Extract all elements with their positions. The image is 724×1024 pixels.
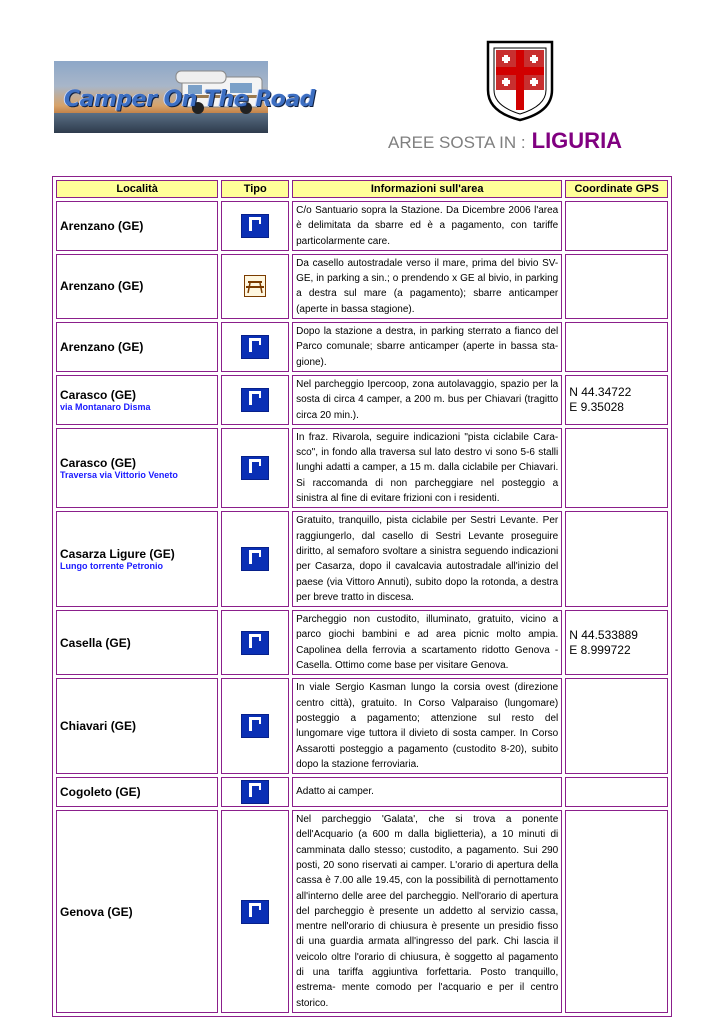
- table-row: [56, 201, 668, 251]
- info-line: (aperte in bassa stagione).: [296, 303, 415, 315]
- info-line: diritto, al semaforo svoltare a sinistra seguendo indicazioni: [296, 545, 559, 557]
- localita-name: Genova (GE): [60, 904, 133, 919]
- gps-cell: [565, 678, 668, 774]
- info-line: Nel parcheggio Ipercoop, zona autolavaggio, spazio per la: [296, 378, 559, 390]
- picnic-icon: [244, 275, 266, 297]
- info-line: mente comodo per l'acquario e per il centro storico.: [296, 982, 559, 1009]
- info-line: veicolo oltre l'orario di chiusura, è soggetto al pagamento di: [296, 951, 559, 979]
- info-line: centro città), gratuito. In Corso Valparaiso (lungomare): [296, 697, 559, 709]
- column-header-info: Informazioni sull'area: [292, 180, 562, 198]
- table-row: [56, 322, 668, 372]
- info-cell: [292, 254, 562, 319]
- column-header-gps: Coordinate GPS: [565, 180, 668, 198]
- info-line: posteggio a pagamento; attenzione sul resto del lungomare: [296, 712, 559, 740]
- info-cell: [292, 678, 562, 774]
- gps-cell: [565, 511, 668, 607]
- table-row: [56, 777, 668, 807]
- localita-cell: [56, 810, 218, 1013]
- parking-icon: [241, 714, 269, 738]
- info-line: Adatto ai camper.: [296, 786, 374, 798]
- info-line: Nel parcheggio 'Galata', che si trova a ponente: [296, 814, 559, 826]
- localita-name: Arenzano (GE): [60, 340, 144, 355]
- tipo-cell: [221, 678, 289, 774]
- info-line: stazione ferroviaria.: [331, 758, 419, 770]
- info-line: mentre nell'orario di chiusura è presente un presidio fisso: [296, 921, 559, 933]
- tipo-cell: [221, 428, 289, 508]
- localita-name: Carasco (GE): [60, 387, 137, 402]
- localita-address: Traversa via Vittorio Veneto: [60, 470, 178, 481]
- gps-cell: [565, 428, 668, 508]
- info-line: è delimitata da sbarre ed è a pagamento, con tariffe: [296, 220, 559, 232]
- localita-cell: [56, 777, 218, 807]
- info-line: Gratuito, tranquillo, pista ciclabile per Sestri Levante. Per: [296, 515, 559, 527]
- localita-name: Carasco (GE): [60, 456, 137, 471]
- table-row: [56, 254, 668, 319]
- info-line: posti, 20 sono riservati ai camper. L'orario di apertura della: [296, 859, 559, 871]
- localita-cell: [56, 375, 218, 425]
- localita-cell: [56, 678, 218, 774]
- tipo-cell: [221, 201, 289, 251]
- gps-longitude: E 8.999722: [569, 642, 631, 657]
- info-line: parco giochi bambini e ad area picnic molto ampia.: [296, 629, 559, 641]
- table-row: [56, 375, 668, 425]
- localita-name: Arenzano (GE): [60, 279, 144, 294]
- gps-latitude: N 44.533889: [569, 627, 638, 642]
- info-line: Si raccomanda di non parcheggiare nel posteggio a sinistra: [296, 477, 559, 505]
- gps-cell: [565, 201, 668, 251]
- info-cell: [292, 777, 562, 807]
- localita-name: Cogoleto (GE): [60, 785, 141, 800]
- localita-cell: [56, 610, 218, 675]
- localita-cell: [56, 254, 218, 319]
- info-line: Casella. Ottimo come base per visitare Genova.: [296, 660, 509, 672]
- info-cell: [292, 375, 562, 425]
- gps-cell: [565, 254, 668, 319]
- localita-cell: [56, 322, 218, 372]
- areas-table: [52, 176, 672, 1017]
- info-line: Parcheggio non custodito, illuminato, gratuito, vicino a: [296, 614, 559, 626]
- info-line: camminata dallo stesso; custodito, a pagamento. Sui 290: [296, 844, 559, 856]
- parking-icon: [241, 900, 269, 924]
- parking-icon: [241, 631, 269, 655]
- info-line: al fine di evitare frizioni con i residenti.: [330, 493, 500, 505]
- gps-cell: [565, 375, 668, 425]
- gps-cell: [565, 777, 668, 807]
- parking-icon: [241, 547, 269, 571]
- tipo-cell: [221, 511, 289, 607]
- column-header-localita: Località: [56, 180, 218, 198]
- title-region: LIGURIA: [531, 128, 623, 153]
- parking-icon: [241, 456, 269, 480]
- info-line: GE, in parking a sin.; o prendendo x GE al bivio, in parking: [296, 273, 559, 285]
- info-cell: [292, 428, 562, 508]
- table-row: [56, 428, 668, 508]
- title-label: AREE SOSTA IN :: [388, 133, 526, 152]
- gps-cell: [565, 810, 668, 1013]
- gps-cell: [565, 322, 668, 372]
- info-line: del parcheggio è presente un addetto al servizio cassa,: [296, 905, 559, 917]
- column-header-tipo: Tipo: [221, 180, 289, 198]
- localita-cell: [56, 428, 218, 508]
- tipo-cell: [221, 810, 289, 1013]
- localita-name: Casarza Ligure (GE): [60, 547, 175, 562]
- info-line: per Casarza, dopo il cavalcavia autostradale all'inizio del: [296, 561, 559, 573]
- parking-icon: [241, 335, 269, 359]
- localita-cell: [56, 511, 218, 607]
- localita-name: Arenzano (GE): [60, 218, 144, 233]
- info-line: In viale Sergio Kasman lungo la corsia ovest (direzione: [296, 682, 559, 694]
- info-cell: [292, 610, 562, 675]
- page-title: [388, 128, 622, 154]
- info-line: per breve tratto in discesa.: [296, 591, 414, 603]
- info-cell: [292, 511, 562, 607]
- info-line: una tariffa aggiuntiva forfettaria. Posto tranquillo, estrema-: [296, 967, 559, 994]
- table-row: [56, 511, 668, 607]
- table-row: [56, 610, 668, 675]
- info-line: a destra sul mare (a pagamento); sbarre anticamper: [296, 288, 559, 300]
- info-line: Dopo la stazione a destra, in parking sterrato a fianco del: [296, 326, 559, 338]
- info-line: gione).: [296, 356, 327, 368]
- info-line: C/o Santuario sopra la Stazione. Da Dicembre 2006 l'area: [296, 205, 559, 216]
- info-line: sosta di circa 4 camper, a 200 m. bus per Chiavari (tragitto: [296, 394, 559, 406]
- tipo-cell: [221, 777, 289, 807]
- info-line: particolarmente care.: [296, 235, 391, 247]
- tipo-cell: [221, 322, 289, 372]
- info-line: cassa è 7.00 alle 19.45, con la possibilità di pernottamento: [296, 875, 559, 887]
- tipo-cell: [221, 375, 289, 425]
- localita-name: Casella (GE): [60, 635, 131, 650]
- table-row: [56, 810, 668, 1013]
- localita-name: Chiavari (GE): [60, 719, 137, 734]
- gps-latitude: N 44.34722: [569, 384, 632, 399]
- table-header-row: [56, 180, 668, 198]
- banner-text: Camper On The Road: [64, 87, 315, 112]
- info-line: vige tuttora il divieto di sosta camper. In Corso Assarotti: [296, 728, 559, 755]
- gps-cell: [565, 610, 668, 675]
- parking-icon: [241, 388, 269, 412]
- info-line: Capolinea della ferrovia a scartamento ridotto Genova -: [296, 644, 559, 656]
- info-line: paese (via Vittoro Annuti), subito dopo la rotonda, a destra: [296, 576, 559, 588]
- info-line: di una guardia armata all'ingresso del park. Chi lascia il: [296, 936, 559, 948]
- info-cell: [292, 810, 562, 1013]
- banner-logo: [54, 61, 315, 133]
- info-line: raggiungerlo, dal casello di Sestri Levante proseguire: [296, 530, 559, 542]
- tipo-cell: [221, 610, 289, 675]
- info-line: Parco comunale; sbarre anticamper (aperte in bassa sta-: [296, 341, 559, 353]
- info-line: circa 20 min.).: [296, 409, 359, 421]
- info-line: all'interno delle aree del parcheggio. Nell'orario di apertura: [296, 890, 559, 902]
- info-line: posteggio a pagamento (custodito 8-20), subito dopo la: [296, 743, 559, 770]
- parking-icon: [241, 780, 269, 804]
- info-line: lunghi adatti a camper, a 15 m. dalla ciclabile per Chiavari.: [296, 462, 559, 474]
- localita-address: via Montanaro Disma: [60, 401, 151, 412]
- info-line: Da casello autostradale verso il mare, prima del bivio SV-: [296, 257, 559, 269]
- table-row: [56, 678, 668, 774]
- info-line: In fraz. Rivarola, seguire indicazioni "pista ciclabile Cara-: [296, 431, 559, 443]
- info-line: dell'Acquario (a 600 m dalla biglietteria), a 10 minuti di: [296, 829, 559, 841]
- info-line: sco", in fondo alla traversa sul lato destro vi sono 5-6 stalli: [296, 447, 559, 459]
- liguria-shield-icon: [484, 38, 556, 122]
- parking-icon: [241, 214, 269, 238]
- tipo-cell: [221, 254, 289, 319]
- info-cell: [292, 322, 562, 372]
- info-cell: [292, 201, 562, 251]
- gps-longitude: E 9.35028: [569, 399, 624, 414]
- localita-address: Lungo torrente Petronio: [60, 561, 163, 572]
- localita-cell: [56, 201, 218, 251]
